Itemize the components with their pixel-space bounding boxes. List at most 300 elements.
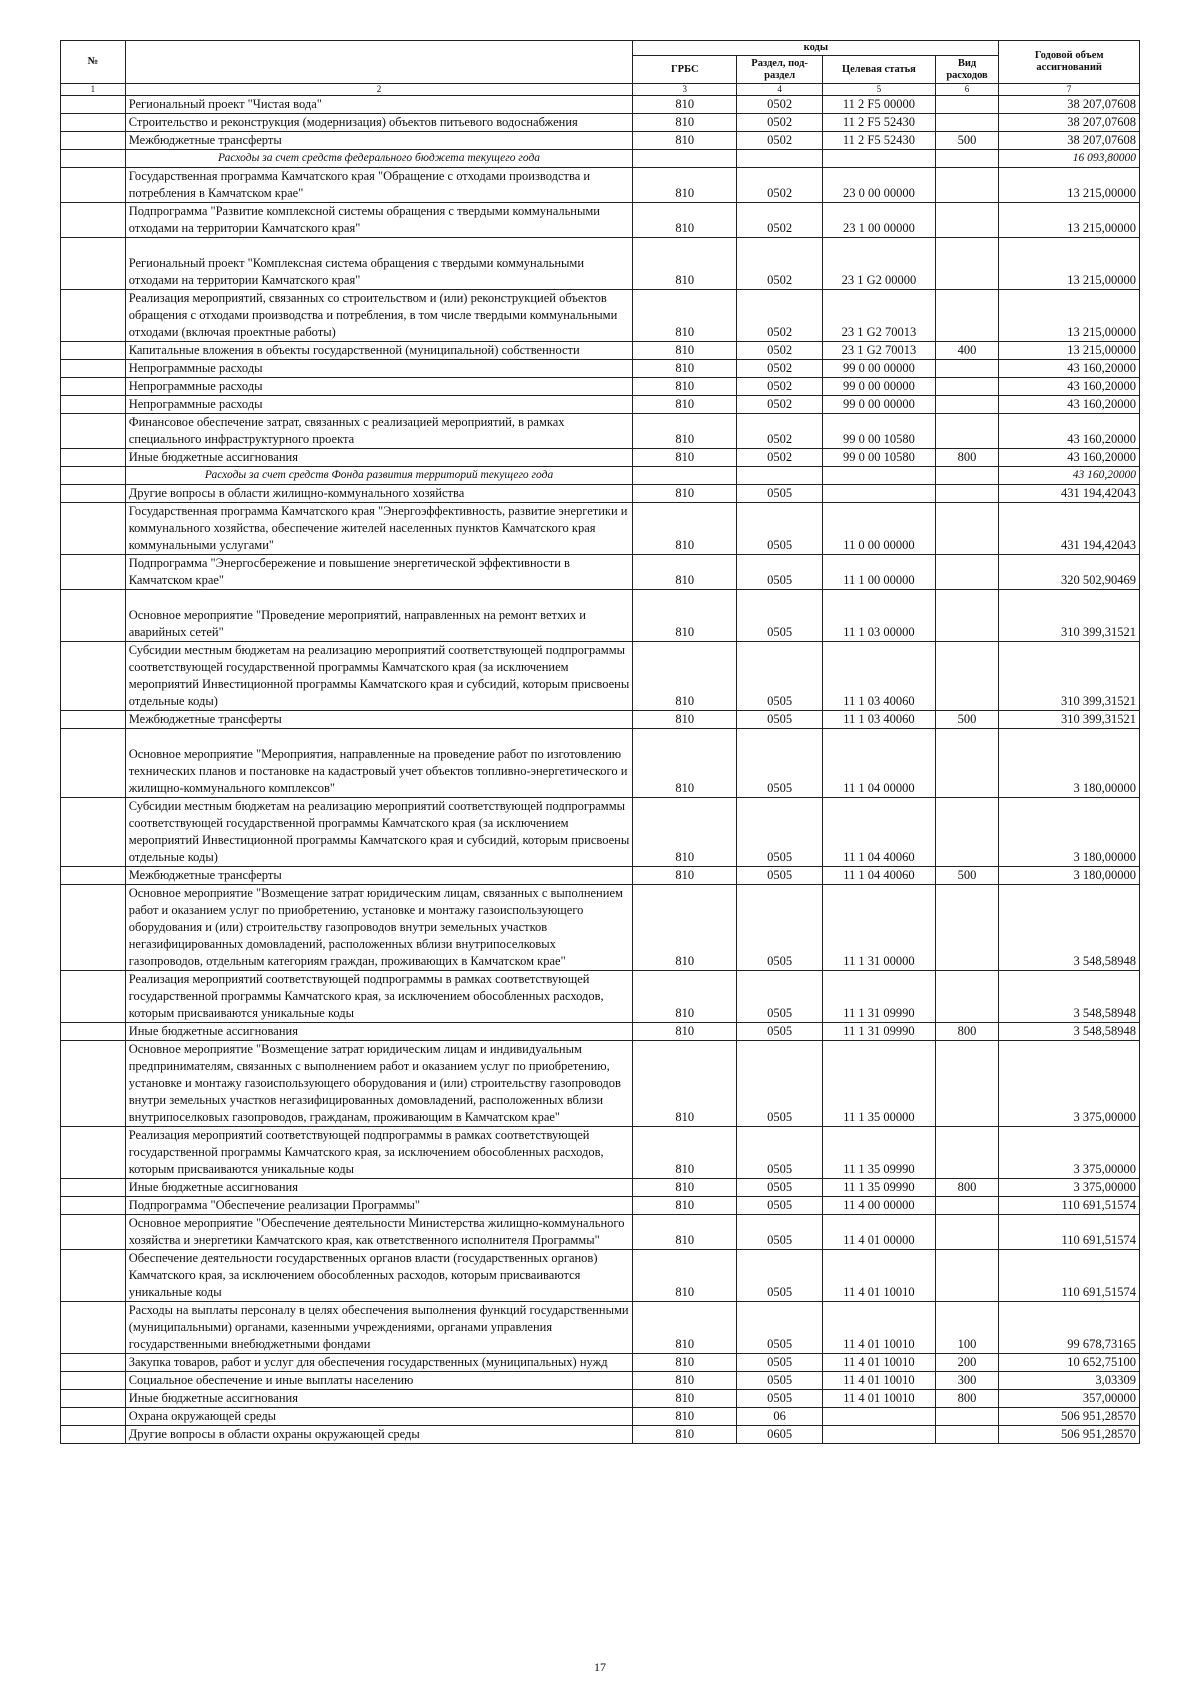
row-target-cell: 99 0 00 00000 bbox=[823, 360, 936, 378]
row-name-cell: Охрана окружающей среды bbox=[125, 1408, 633, 1426]
row-amount-cell: 3 548,58948 bbox=[999, 971, 1140, 1023]
row-section-cell: 0505 bbox=[737, 1372, 823, 1390]
row-expense-type-cell bbox=[935, 378, 999, 396]
row-grbs-cell: 810 bbox=[633, 342, 737, 360]
row-expense-type-cell: 300 bbox=[935, 1372, 999, 1390]
row-grbs-cell: 810 bbox=[633, 971, 737, 1023]
row-name-cell: Межбюджетные трансферты bbox=[125, 132, 633, 150]
row-expense-type-cell bbox=[935, 1250, 999, 1302]
row-grbs-cell: 810 bbox=[633, 96, 737, 114]
row-expense-type-cell bbox=[935, 414, 999, 449]
row-name-cell: Основное мероприятие "Проведение мероприятий, направленных на ремонт ветхих и аварийных сетей" bbox=[125, 590, 633, 642]
row-amount-cell: 43 160,20000 bbox=[999, 360, 1140, 378]
row-name-cell: Региональный проект "Чистая вода" bbox=[125, 96, 633, 114]
row-number-cell bbox=[61, 132, 126, 150]
row-number-cell bbox=[61, 1023, 126, 1041]
row-target-cell: 11 4 00 00000 bbox=[823, 1197, 936, 1215]
table-row bbox=[61, 1372, 1140, 1390]
row-name-cell: Государственная программа Камчатского края "Энергоэффективность, развитие энергетики и коммунального хозяйства, обеспечение жителей населенных пунктов Камчатского края коммунальными услугами" bbox=[125, 503, 633, 555]
table-row bbox=[61, 114, 1140, 132]
table-row bbox=[61, 1250, 1140, 1302]
table-row bbox=[61, 1390, 1140, 1408]
row-target-cell bbox=[823, 467, 936, 485]
row-amount-cell: 310 399,31521 bbox=[999, 711, 1140, 729]
row-section-cell: 0505 bbox=[737, 1023, 823, 1041]
row-name-cell: Другие вопросы в области охраны окружающей среды bbox=[125, 1426, 633, 1444]
row-grbs-cell: 810 bbox=[633, 168, 737, 203]
column-number: 6 bbox=[935, 84, 999, 96]
row-amount-cell: 13 215,00000 bbox=[999, 203, 1140, 238]
table-row bbox=[61, 485, 1140, 503]
row-section-cell: 0505 bbox=[737, 711, 823, 729]
row-number-cell bbox=[61, 1302, 126, 1354]
row-target-cell: 23 1 G2 70013 bbox=[823, 342, 936, 360]
row-name-cell: Расходы за счет средств федерального бюджета текущего года bbox=[125, 150, 633, 168]
row-amount-cell: 43 160,20000 bbox=[999, 396, 1140, 414]
row-amount-cell: 3,03309 bbox=[999, 1372, 1140, 1390]
row-number-cell bbox=[61, 203, 126, 238]
row-number-cell bbox=[61, 378, 126, 396]
header-row bbox=[61, 41, 1140, 56]
note-row bbox=[61, 467, 1140, 485]
row-section-cell: 0505 bbox=[737, 1390, 823, 1408]
row-section-cell: 0505 bbox=[737, 971, 823, 1023]
row-expense-type-cell bbox=[935, 1215, 999, 1250]
table-row bbox=[61, 1041, 1140, 1127]
table-row bbox=[61, 1302, 1140, 1354]
row-grbs-cell: 810 bbox=[633, 1426, 737, 1444]
row-expense-type-cell: 500 bbox=[935, 867, 999, 885]
row-grbs-cell: 810 bbox=[633, 555, 737, 590]
row-amount-cell: 3 180,00000 bbox=[999, 798, 1140, 867]
row-section-cell bbox=[737, 150, 823, 168]
table-row bbox=[61, 290, 1140, 342]
row-expense-type-cell bbox=[935, 971, 999, 1023]
budget-sheet bbox=[60, 40, 1140, 1444]
row-expense-type-cell bbox=[935, 798, 999, 867]
row-section-cell: 0502 bbox=[737, 396, 823, 414]
table-row bbox=[61, 711, 1140, 729]
row-name-cell: Закупка товаров, работ и услуг для обеспечения государственных (муниципальных) нужд bbox=[125, 1354, 633, 1372]
row-number-cell bbox=[61, 1041, 126, 1127]
row-grbs-cell: 810 bbox=[633, 238, 737, 290]
row-expense-type-cell bbox=[935, 96, 999, 114]
row-target-cell: 23 1 G2 00000 bbox=[823, 238, 936, 290]
row-section-cell: 0505 bbox=[737, 1302, 823, 1354]
row-name-cell: Строительство и реконструкция (модернизация) объектов питьевого водоснабжения bbox=[125, 114, 633, 132]
row-name-cell: Субсидии местным бюджетам на реализацию мероприятий соответствующей подпрограммы соответствующей государственной программы Камчатского края (за исключением мероприятий Инвестиционной программы Камчатского края и субсидий, которым присвоены отдельные коды) bbox=[125, 798, 633, 867]
row-target-cell: 11 1 04 40060 bbox=[823, 867, 936, 885]
row-expense-type-cell bbox=[935, 729, 999, 798]
row-amount-cell: 110 691,51574 bbox=[999, 1250, 1140, 1302]
row-name-cell: Основное мероприятие "Мероприятия, направленные на проведение работ по изготовлению технических планов и постановке на кадастровый учет объектов топливно-энергетического и жилищно-коммунального комплексов" bbox=[125, 729, 633, 798]
row-target-cell: 11 0 00 00000 bbox=[823, 503, 936, 555]
row-target-cell: 11 1 31 00000 bbox=[823, 885, 936, 971]
row-target-cell: 11 4 01 00000 bbox=[823, 1215, 936, 1250]
row-section-cell: 0605 bbox=[737, 1426, 823, 1444]
row-target-cell: 11 4 01 10010 bbox=[823, 1250, 936, 1302]
row-expense-type-cell bbox=[935, 503, 999, 555]
row-name-cell: Социальное обеспечение и иные выплаты населению bbox=[125, 1372, 633, 1390]
table-row bbox=[61, 342, 1140, 360]
row-number-cell bbox=[61, 1179, 126, 1197]
row-number-cell bbox=[61, 971, 126, 1023]
row-section-cell: 0505 bbox=[737, 1215, 823, 1250]
row-grbs-cell: 810 bbox=[633, 729, 737, 798]
row-section-cell: 0502 bbox=[737, 414, 823, 449]
row-grbs-cell: 810 bbox=[633, 290, 737, 342]
row-number-cell bbox=[61, 396, 126, 414]
row-target-cell: 11 1 04 40060 bbox=[823, 798, 936, 867]
row-name-cell: Иные бюджетные ассигнования bbox=[125, 1179, 633, 1197]
row-section-cell: 06 bbox=[737, 1408, 823, 1426]
row-expense-type-cell bbox=[935, 1127, 999, 1179]
table-row bbox=[61, 1354, 1140, 1372]
row-amount-cell: 3 375,00000 bbox=[999, 1127, 1140, 1179]
row-expense-type-cell bbox=[935, 168, 999, 203]
row-grbs-cell: 810 bbox=[633, 396, 737, 414]
row-grbs-cell: 810 bbox=[633, 1041, 737, 1127]
note-row bbox=[61, 150, 1140, 168]
column-number: 2 bbox=[125, 84, 633, 96]
row-name-cell: Подпрограмма "Энергосбережение и повышение энергетической эффективности в Камчатском крае" bbox=[125, 555, 633, 590]
row-expense-type-cell: 800 bbox=[935, 1179, 999, 1197]
row-section-cell: 0502 bbox=[737, 132, 823, 150]
row-target-cell: 11 1 00 00000 bbox=[823, 555, 936, 590]
header-grbs: ГРБС bbox=[633, 56, 737, 84]
row-expense-type-cell bbox=[935, 467, 999, 485]
column-number: 4 bbox=[737, 84, 823, 96]
row-amount-cell: 43 160,20000 bbox=[999, 467, 1140, 485]
row-expense-type-cell bbox=[935, 238, 999, 290]
row-grbs-cell: 810 bbox=[633, 449, 737, 467]
row-amount-cell: 13 215,00000 bbox=[999, 290, 1140, 342]
row-target-cell: 11 1 35 09990 bbox=[823, 1179, 936, 1197]
table-row bbox=[61, 1215, 1140, 1250]
row-number-cell bbox=[61, 1354, 126, 1372]
row-number-cell bbox=[61, 342, 126, 360]
row-target-cell: 11 2 F5 52430 bbox=[823, 114, 936, 132]
table-row bbox=[61, 378, 1140, 396]
row-expense-type-cell: 800 bbox=[935, 1023, 999, 1041]
row-name-cell: Реализация мероприятий соответствующей подпрограммы в рамках соответствующей государственной программы Камчатского края, за исключением обособленных расходов, которым присваиваются уникальные коды bbox=[125, 971, 633, 1023]
row-expense-type-cell bbox=[935, 1408, 999, 1426]
column-number: 3 bbox=[633, 84, 737, 96]
row-number-cell bbox=[61, 867, 126, 885]
row-amount-cell: 38 207,07608 bbox=[999, 96, 1140, 114]
row-section-cell: 0502 bbox=[737, 360, 823, 378]
row-amount-cell: 320 502,90469 bbox=[999, 555, 1140, 590]
row-name-cell: Непрограммные расходы bbox=[125, 360, 633, 378]
row-expense-type-cell bbox=[935, 1197, 999, 1215]
row-section-cell: 0505 bbox=[737, 1127, 823, 1179]
row-grbs-cell bbox=[633, 150, 737, 168]
row-section-cell: 0502 bbox=[737, 449, 823, 467]
row-section-cell bbox=[737, 467, 823, 485]
table-row bbox=[61, 642, 1140, 711]
header-name bbox=[125, 41, 633, 84]
row-amount-cell: 3 548,58948 bbox=[999, 885, 1140, 971]
row-section-cell: 0505 bbox=[737, 1041, 823, 1127]
row-target-cell: 11 1 03 40060 bbox=[823, 711, 936, 729]
row-number-cell bbox=[61, 1197, 126, 1215]
row-number-cell bbox=[61, 1250, 126, 1302]
row-grbs-cell: 810 bbox=[633, 503, 737, 555]
table-row bbox=[61, 590, 1140, 642]
row-number-cell bbox=[61, 290, 126, 342]
row-section-cell: 0505 bbox=[737, 1354, 823, 1372]
row-number-cell bbox=[61, 150, 126, 168]
row-section-cell: 0502 bbox=[737, 203, 823, 238]
table-row bbox=[61, 971, 1140, 1023]
row-expense-type-cell bbox=[935, 642, 999, 711]
row-name-cell: Основное мероприятие "Возмещение затрат юридическим лицам, связанных с выполнением работ и оказанием услуг по приобретению, установке и монтажу газоиспользующего оборудования и (или) строительству газопроводов внутри земельных участков негазифицированных домовладений, расположенных вблизи внутрипоселковых газопроводов, отдельным категориям граждан, проживающих в Камчатском крае" bbox=[125, 885, 633, 971]
row-name-cell: Подпрограмма "Обеспечение реализации Программы" bbox=[125, 1197, 633, 1215]
row-section-cell: 0502 bbox=[737, 378, 823, 396]
row-number-cell bbox=[61, 798, 126, 867]
row-section-cell: 0505 bbox=[737, 1179, 823, 1197]
row-expense-type-cell: 800 bbox=[935, 1390, 999, 1408]
row-amount-cell: 310 399,31521 bbox=[999, 590, 1140, 642]
row-name-cell: Капитальные вложения в объекты государственной (муниципальной) собственности bbox=[125, 342, 633, 360]
row-grbs-cell: 810 bbox=[633, 378, 737, 396]
row-name-cell: Иные бюджетные ассигнования bbox=[125, 1023, 633, 1041]
row-number-cell bbox=[61, 1127, 126, 1179]
row-expense-type-cell bbox=[935, 150, 999, 168]
row-grbs-cell: 810 bbox=[633, 1372, 737, 1390]
row-grbs-cell: 810 bbox=[633, 885, 737, 971]
row-section-cell: 0502 bbox=[737, 342, 823, 360]
table-row bbox=[61, 1408, 1140, 1426]
row-expense-type-cell bbox=[935, 1426, 999, 1444]
row-target-cell bbox=[823, 1426, 936, 1444]
row-grbs-cell: 810 bbox=[633, 867, 737, 885]
row-amount-cell: 357,00000 bbox=[999, 1390, 1140, 1408]
row-expense-type-cell bbox=[935, 396, 999, 414]
row-grbs-cell bbox=[633, 467, 737, 485]
row-grbs-cell: 810 bbox=[633, 711, 737, 729]
row-section-cell: 0502 bbox=[737, 114, 823, 132]
row-amount-cell: 3 375,00000 bbox=[999, 1041, 1140, 1127]
row-expense-type-cell bbox=[935, 885, 999, 971]
table-row bbox=[61, 798, 1140, 867]
row-amount-cell: 10 652,75100 bbox=[999, 1354, 1140, 1372]
table-row bbox=[61, 867, 1140, 885]
row-amount-cell: 13 215,00000 bbox=[999, 168, 1140, 203]
row-number-cell bbox=[61, 503, 126, 555]
row-amount-cell: 506 951,28570 bbox=[999, 1426, 1140, 1444]
row-section-cell: 0502 bbox=[737, 168, 823, 203]
row-expense-type-cell bbox=[935, 555, 999, 590]
row-section-cell: 0505 bbox=[737, 503, 823, 555]
row-amount-cell: 43 160,20000 bbox=[999, 414, 1140, 449]
table-row bbox=[61, 1426, 1140, 1444]
row-expense-type-cell: 500 bbox=[935, 132, 999, 150]
row-number-cell bbox=[61, 360, 126, 378]
row-amount-cell: 38 207,07608 bbox=[999, 132, 1140, 150]
row-target-cell: 99 0 00 00000 bbox=[823, 396, 936, 414]
row-number-cell bbox=[61, 1390, 126, 1408]
row-target-cell bbox=[823, 485, 936, 503]
row-section-cell: 0505 bbox=[737, 867, 823, 885]
row-number-cell bbox=[61, 449, 126, 467]
row-amount-cell: 310 399,31521 bbox=[999, 642, 1140, 711]
row-expense-type-cell bbox=[935, 590, 999, 642]
table-row bbox=[61, 503, 1140, 555]
row-number-cell bbox=[61, 114, 126, 132]
row-target-cell: 11 1 04 00000 bbox=[823, 729, 936, 798]
row-number-cell bbox=[61, 414, 126, 449]
row-expense-type-cell bbox=[935, 290, 999, 342]
row-target-cell: 11 4 01 10010 bbox=[823, 1354, 936, 1372]
row-amount-cell: 99 678,73165 bbox=[999, 1302, 1140, 1354]
row-name-cell: Другие вопросы в области жилищно-коммунального хозяйства bbox=[125, 485, 633, 503]
row-name-cell: Государственная программа Камчатского края "Обращение с отходами производства и потребления в Камчатском крае" bbox=[125, 168, 633, 203]
row-name-cell: Иные бюджетные ассигнования bbox=[125, 1390, 633, 1408]
column-number: 7 bbox=[999, 84, 1140, 96]
table-row bbox=[61, 360, 1140, 378]
row-amount-cell: 38 207,07608 bbox=[999, 114, 1140, 132]
header-codes: коды bbox=[633, 41, 999, 56]
row-grbs-cell: 810 bbox=[633, 360, 737, 378]
table-row bbox=[61, 414, 1140, 449]
row-number-cell bbox=[61, 555, 126, 590]
row-section-cell: 0505 bbox=[737, 642, 823, 711]
header-amount: Годовой объем ассигнований bbox=[999, 41, 1140, 84]
row-expense-type-cell bbox=[935, 485, 999, 503]
row-number-cell bbox=[61, 96, 126, 114]
table-row bbox=[61, 96, 1140, 114]
row-amount-cell: 3 180,00000 bbox=[999, 729, 1140, 798]
table-row bbox=[61, 449, 1140, 467]
row-section-cell: 0505 bbox=[737, 885, 823, 971]
row-target-cell bbox=[823, 150, 936, 168]
row-target-cell: 11 2 F5 52430 bbox=[823, 132, 936, 150]
row-number-cell bbox=[61, 885, 126, 971]
row-grbs-cell: 810 bbox=[633, 414, 737, 449]
row-grbs-cell: 810 bbox=[633, 1215, 737, 1250]
row-target-cell bbox=[823, 1408, 936, 1426]
table-row bbox=[61, 132, 1140, 150]
row-amount-cell: 43 160,20000 bbox=[999, 378, 1140, 396]
row-name-cell: Основное мероприятие "Возмещение затрат юридическим лицам и индивидуальным предпринимателям, связанных с выполнением работ и оказанием услуг по приобретению, установке и монтажу газоиспользующего оборудования и (или) строительству газопроводов внутри земельных участков негазифицированных домовладений, расположенных вблизи внутрипоселковых газопроводов, гражданам, проживающим в Камчатском крае" bbox=[125, 1041, 633, 1127]
row-amount-cell: 506 951,28570 bbox=[999, 1408, 1140, 1426]
row-name-cell: Реализация мероприятий, связанных со строительством и (или) реконструкцией объектов обращения с отходами производства и потребления, в том числе твердыми коммунальными отходами (включая проектные работы) bbox=[125, 290, 633, 342]
row-name-cell: Региональный проект "Комплексная система обращения с твердыми коммунальными отходами на территории Камчатского края" bbox=[125, 238, 633, 290]
budget-table bbox=[60, 40, 1140, 1444]
row-name-cell: Межбюджетные трансферты bbox=[125, 711, 633, 729]
row-name-cell: Финансовое обеспечение затрат, связанных с реализацией мероприятий, в рамках специального инфраструктурного проекта bbox=[125, 414, 633, 449]
row-section-cell: 0502 bbox=[737, 238, 823, 290]
row-number-cell bbox=[61, 642, 126, 711]
row-target-cell: 11 1 03 00000 bbox=[823, 590, 936, 642]
row-section-cell: 0505 bbox=[737, 1250, 823, 1302]
row-target-cell: 99 0 00 00000 bbox=[823, 378, 936, 396]
row-grbs-cell: 810 bbox=[633, 132, 737, 150]
row-target-cell: 11 1 31 09990 bbox=[823, 971, 936, 1023]
row-target-cell: 99 0 00 10580 bbox=[823, 449, 936, 467]
column-number-row bbox=[61, 84, 1140, 96]
row-grbs-cell: 810 bbox=[633, 798, 737, 867]
row-number-cell bbox=[61, 1408, 126, 1426]
row-target-cell: 11 1 35 00000 bbox=[823, 1041, 936, 1127]
row-target-cell: 23 1 00 00000 bbox=[823, 203, 936, 238]
row-name-cell: Реализация мероприятий соответствующей подпрограммы в рамках соответствующей государственной программы Камчатского края, за исключением обособленных расходов, которым присваиваются уникальные коды bbox=[125, 1127, 633, 1179]
row-section-cell: 0505 bbox=[737, 590, 823, 642]
table-row bbox=[61, 1127, 1140, 1179]
row-grbs-cell: 810 bbox=[633, 1408, 737, 1426]
row-amount-cell: 13 215,00000 bbox=[999, 342, 1140, 360]
row-section-cell: 0505 bbox=[737, 485, 823, 503]
row-target-cell: 11 1 31 09990 bbox=[823, 1023, 936, 1041]
row-grbs-cell: 810 bbox=[633, 485, 737, 503]
row-expense-type-cell: 200 bbox=[935, 1354, 999, 1372]
row-grbs-cell: 810 bbox=[633, 1197, 737, 1215]
row-section-cell: 0502 bbox=[737, 290, 823, 342]
row-grbs-cell: 810 bbox=[633, 203, 737, 238]
row-expense-type-cell: 800 bbox=[935, 449, 999, 467]
row-target-cell: 23 0 00 00000 bbox=[823, 168, 936, 203]
row-name-cell: Субсидии местным бюджетам на реализацию мероприятий соответствующей подпрограммы соответствующей государственной программы Камчатского края (за исключением мероприятий Инвестиционной программы Камчатского края и субсидий, которым присвоены отдельные коды) bbox=[125, 642, 633, 711]
table-row bbox=[61, 729, 1140, 798]
row-amount-cell: 13 215,00000 bbox=[999, 238, 1140, 290]
table-row bbox=[61, 168, 1140, 203]
row-target-cell: 23 1 G2 70013 bbox=[823, 290, 936, 342]
row-name-cell: Основное мероприятие "Обеспечение деятельности Министерства жилищно-коммунального хозяйства и энергетики Камчатского края, как ответственного исполнителя Программы" bbox=[125, 1215, 633, 1250]
table-row bbox=[61, 238, 1140, 290]
row-expense-type-cell bbox=[935, 360, 999, 378]
row-name-cell: Обеспечение деятельности государственных органов власти (государственных органов) Камчатского края, за исключением обособленных расходов, которым присваиваются уникальные коды bbox=[125, 1250, 633, 1302]
row-expense-type-cell bbox=[935, 1041, 999, 1127]
table-row bbox=[61, 203, 1140, 238]
row-name-cell: Подпрограмма "Развитие комплексной системы обращения с твердыми коммунальными отходами на территории Камчатского края" bbox=[125, 203, 633, 238]
row-grbs-cell: 810 bbox=[633, 590, 737, 642]
table-row bbox=[61, 1179, 1140, 1197]
row-name-cell: Расходы на выплаты персоналу в целях обеспечения выполнения функций государственными (муниципальными) органами, казенными учреждениями, органами управления государственными внебюджетными фондами bbox=[125, 1302, 633, 1354]
row-expense-type-cell: 100 bbox=[935, 1302, 999, 1354]
row-grbs-cell: 810 bbox=[633, 1354, 737, 1372]
row-grbs-cell: 810 bbox=[633, 1250, 737, 1302]
row-amount-cell: 3 548,58948 bbox=[999, 1023, 1140, 1041]
row-name-cell: Иные бюджетные ассигнования bbox=[125, 449, 633, 467]
header-expense-type: Вид расходов bbox=[935, 56, 999, 84]
row-expense-type-cell bbox=[935, 114, 999, 132]
row-number-cell bbox=[61, 238, 126, 290]
row-section-cell: 0505 bbox=[737, 1197, 823, 1215]
row-name-cell: Межбюджетные трансферты bbox=[125, 867, 633, 885]
row-grbs-cell: 810 bbox=[633, 642, 737, 711]
row-target-cell: 11 4 01 10010 bbox=[823, 1390, 936, 1408]
column-number: 1 bbox=[61, 84, 126, 96]
row-amount-cell: 431 194,42043 bbox=[999, 485, 1140, 503]
header-target: Целевая статья bbox=[823, 56, 936, 84]
row-amount-cell: 431 194,42043 bbox=[999, 503, 1140, 555]
row-grbs-cell: 810 bbox=[633, 114, 737, 132]
row-target-cell: 11 4 01 10010 bbox=[823, 1372, 936, 1390]
row-number-cell bbox=[61, 1372, 126, 1390]
row-grbs-cell: 810 bbox=[633, 1179, 737, 1197]
row-number-cell bbox=[61, 467, 126, 485]
table-row bbox=[61, 1197, 1140, 1215]
header-section: Раздел, под-раздел bbox=[737, 56, 823, 84]
row-section-cell: 0505 bbox=[737, 798, 823, 867]
page-number: 17 bbox=[594, 1660, 606, 1674]
column-number: 5 bbox=[823, 84, 936, 96]
row-amount-cell: 3 375,00000 bbox=[999, 1179, 1140, 1197]
table-row bbox=[61, 555, 1140, 590]
row-amount-cell: 3 180,00000 bbox=[999, 867, 1140, 885]
row-number-cell bbox=[61, 1426, 126, 1444]
